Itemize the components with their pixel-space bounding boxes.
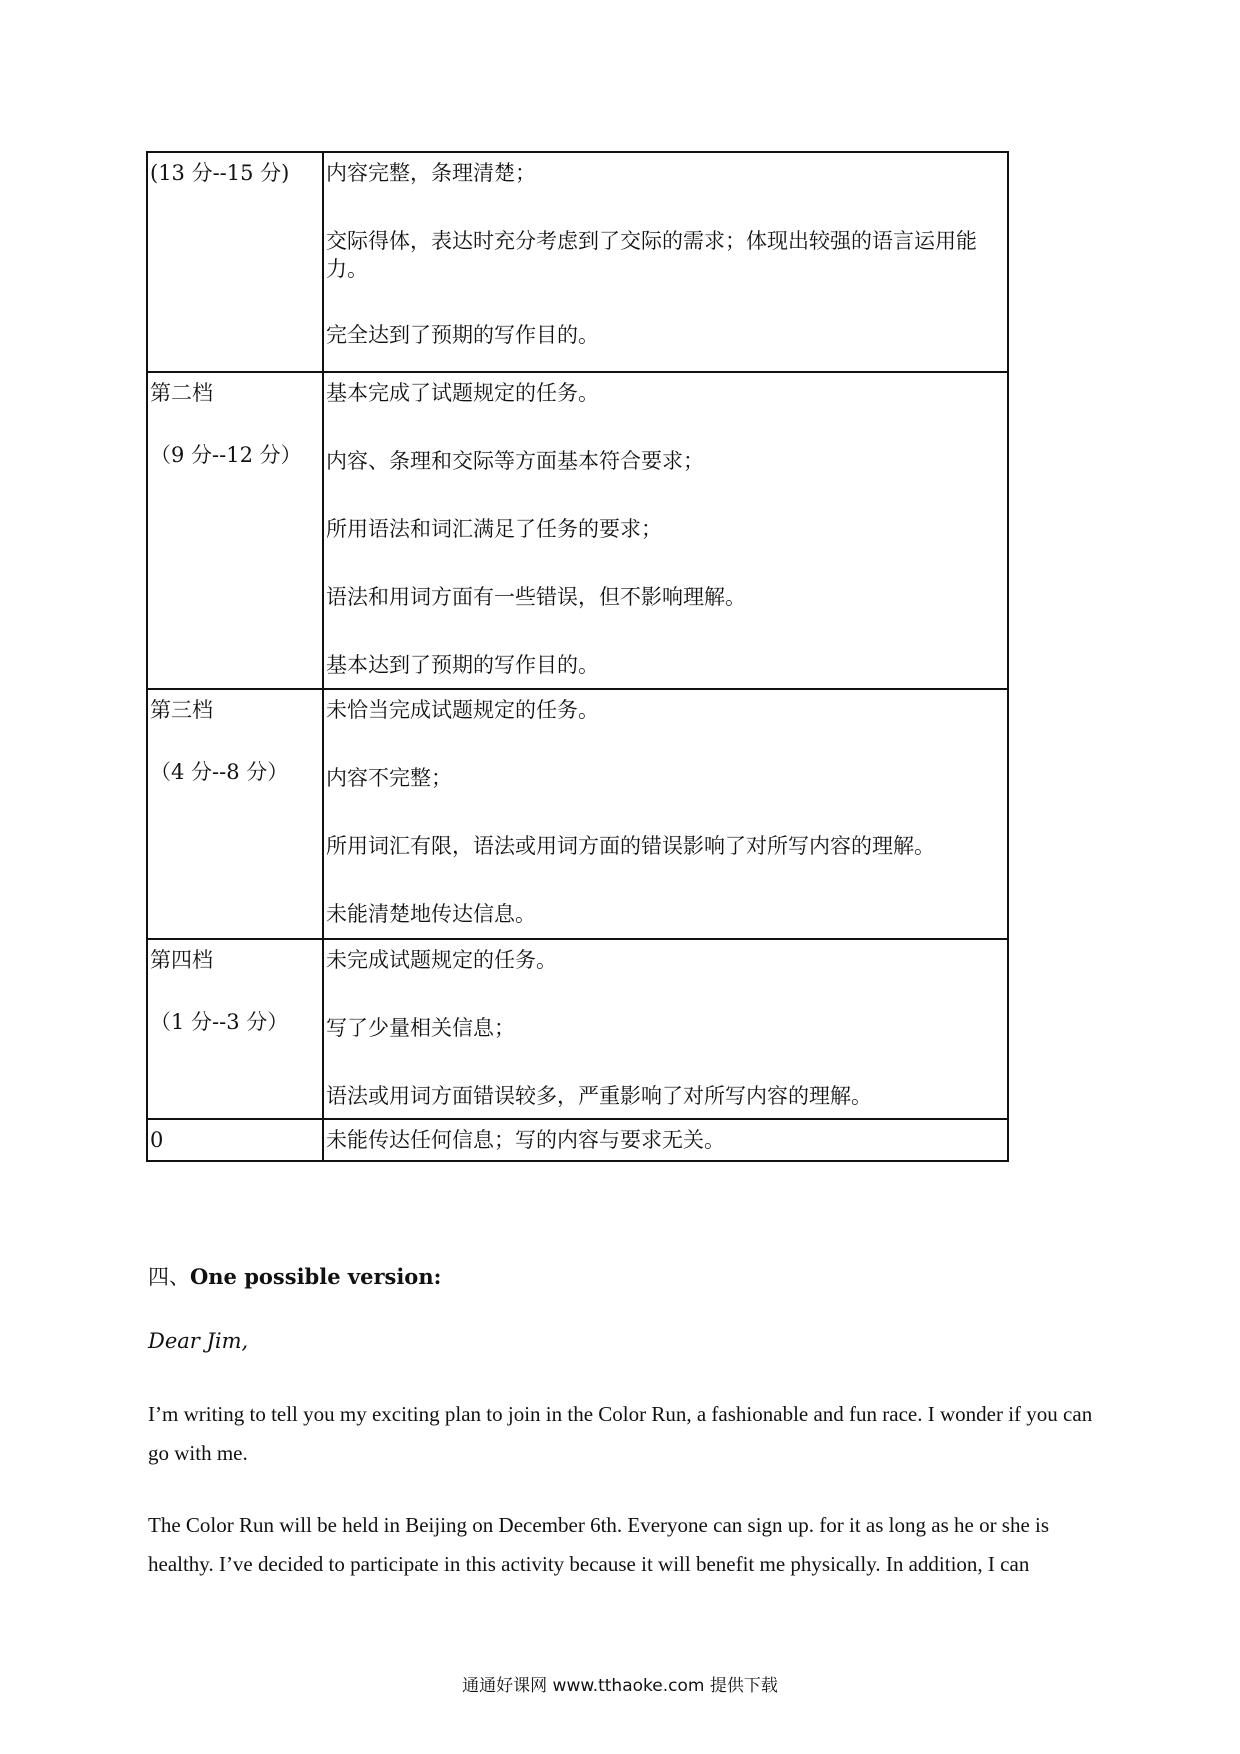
scoring-rubric-table	[146, 151, 1009, 1162]
page-footer: 通通好课网 www.tthaoke.com 提供下载	[462, 1676, 778, 1696]
criteria-line: 语法或用词方面错误较多，严重影响了对所写内容的理解。	[326, 1084, 872, 1108]
rubric-grade-cell	[147, 939, 323, 1119]
rubric-row-zero	[147, 1119, 1008, 1161]
criteria-line: 写了少量相关信息；	[326, 1016, 515, 1040]
rubric-row-fourth	[147, 939, 1008, 1119]
rubric-row-second	[147, 372, 1008, 689]
rubric-criteria-cell	[323, 939, 1008, 1119]
grade-label: 第二档	[150, 381, 213, 405]
rubric-criteria-cell	[323, 1119, 1008, 1161]
criteria-line: 所用词汇有限，语法或用词方面的错误影响了对所写内容的理解。	[326, 834, 935, 858]
rubric-criteria-cell	[323, 152, 1008, 372]
section-title: One possible version:	[190, 1264, 442, 1289]
letter-greeting: Dear Jim,	[148, 1329, 249, 1353]
letter-paragraph: The Color Run will be held in Beijing on December 6th. Everyone can sign up. for it as long as he or she is healthy. I’ve decided to participate in this activity because it will benefit me physically. In addition, I can	[148, 1513, 1050, 1576]
criteria-line: 未完成试题规定的任务。	[326, 948, 557, 972]
criteria-line: 内容完整，条理清楚；	[326, 161, 536, 185]
grade-label: 第四档	[150, 948, 213, 972]
rubric-grade-cell	[147, 152, 323, 372]
rubric-row-third	[147, 689, 1008, 939]
rubric-grade-cell	[147, 372, 323, 689]
rubric-criteria-cell	[323, 372, 1008, 689]
section-heading	[148, 1261, 441, 1291]
criteria-line: 完全达到了预期的写作目的。	[326, 323, 599, 347]
grade-range: （1 分--3 分）	[150, 1010, 289, 1034]
letter-paragraph: I’m writing to tell you my exciting plan to join in the Color Run, a fashionable and fun race. I wonder if you can go with me.	[148, 1402, 1093, 1465]
grade-label: 0	[150, 1128, 164, 1152]
criteria-line: 内容不完整；	[326, 766, 452, 790]
criteria-line: 基本达到了预期的写作目的。	[326, 653, 599, 677]
criteria-line: 语法和用词方面有一些错误，但不影响理解。	[326, 585, 746, 609]
criteria-line: 交际得体，表达时充分考虑到了交际的需求；体现出较强的语言运用能力。	[326, 229, 977, 281]
criteria-line: 基本完成了试题规定的任务。	[326, 381, 599, 405]
criteria-line: 未能传达任何信息；写的内容与要求无关。	[326, 1128, 725, 1152]
rubric-criteria-cell	[323, 689, 1008, 939]
rubric-grade-cell	[147, 689, 323, 939]
criteria-line: 未能清楚地传达信息。	[326, 902, 536, 926]
rubric-grade-cell	[147, 1119, 323, 1161]
grade-range: （4 分--8 分）	[150, 760, 289, 784]
criteria-line: 未恰当完成试题规定的任务。	[326, 698, 599, 722]
section-number: 四、	[148, 1265, 190, 1289]
rubric-row-first	[147, 152, 1008, 372]
grade-label: 第三档	[150, 698, 213, 722]
grade-range: (13 分--15 分)	[150, 161, 290, 185]
criteria-line: 所用语法和词汇满足了任务的要求；	[326, 517, 662, 541]
criteria-line: 内容、条理和交际等方面基本符合要求；	[326, 449, 704, 473]
grade-range: （9 分--12 分）	[150, 443, 302, 467]
